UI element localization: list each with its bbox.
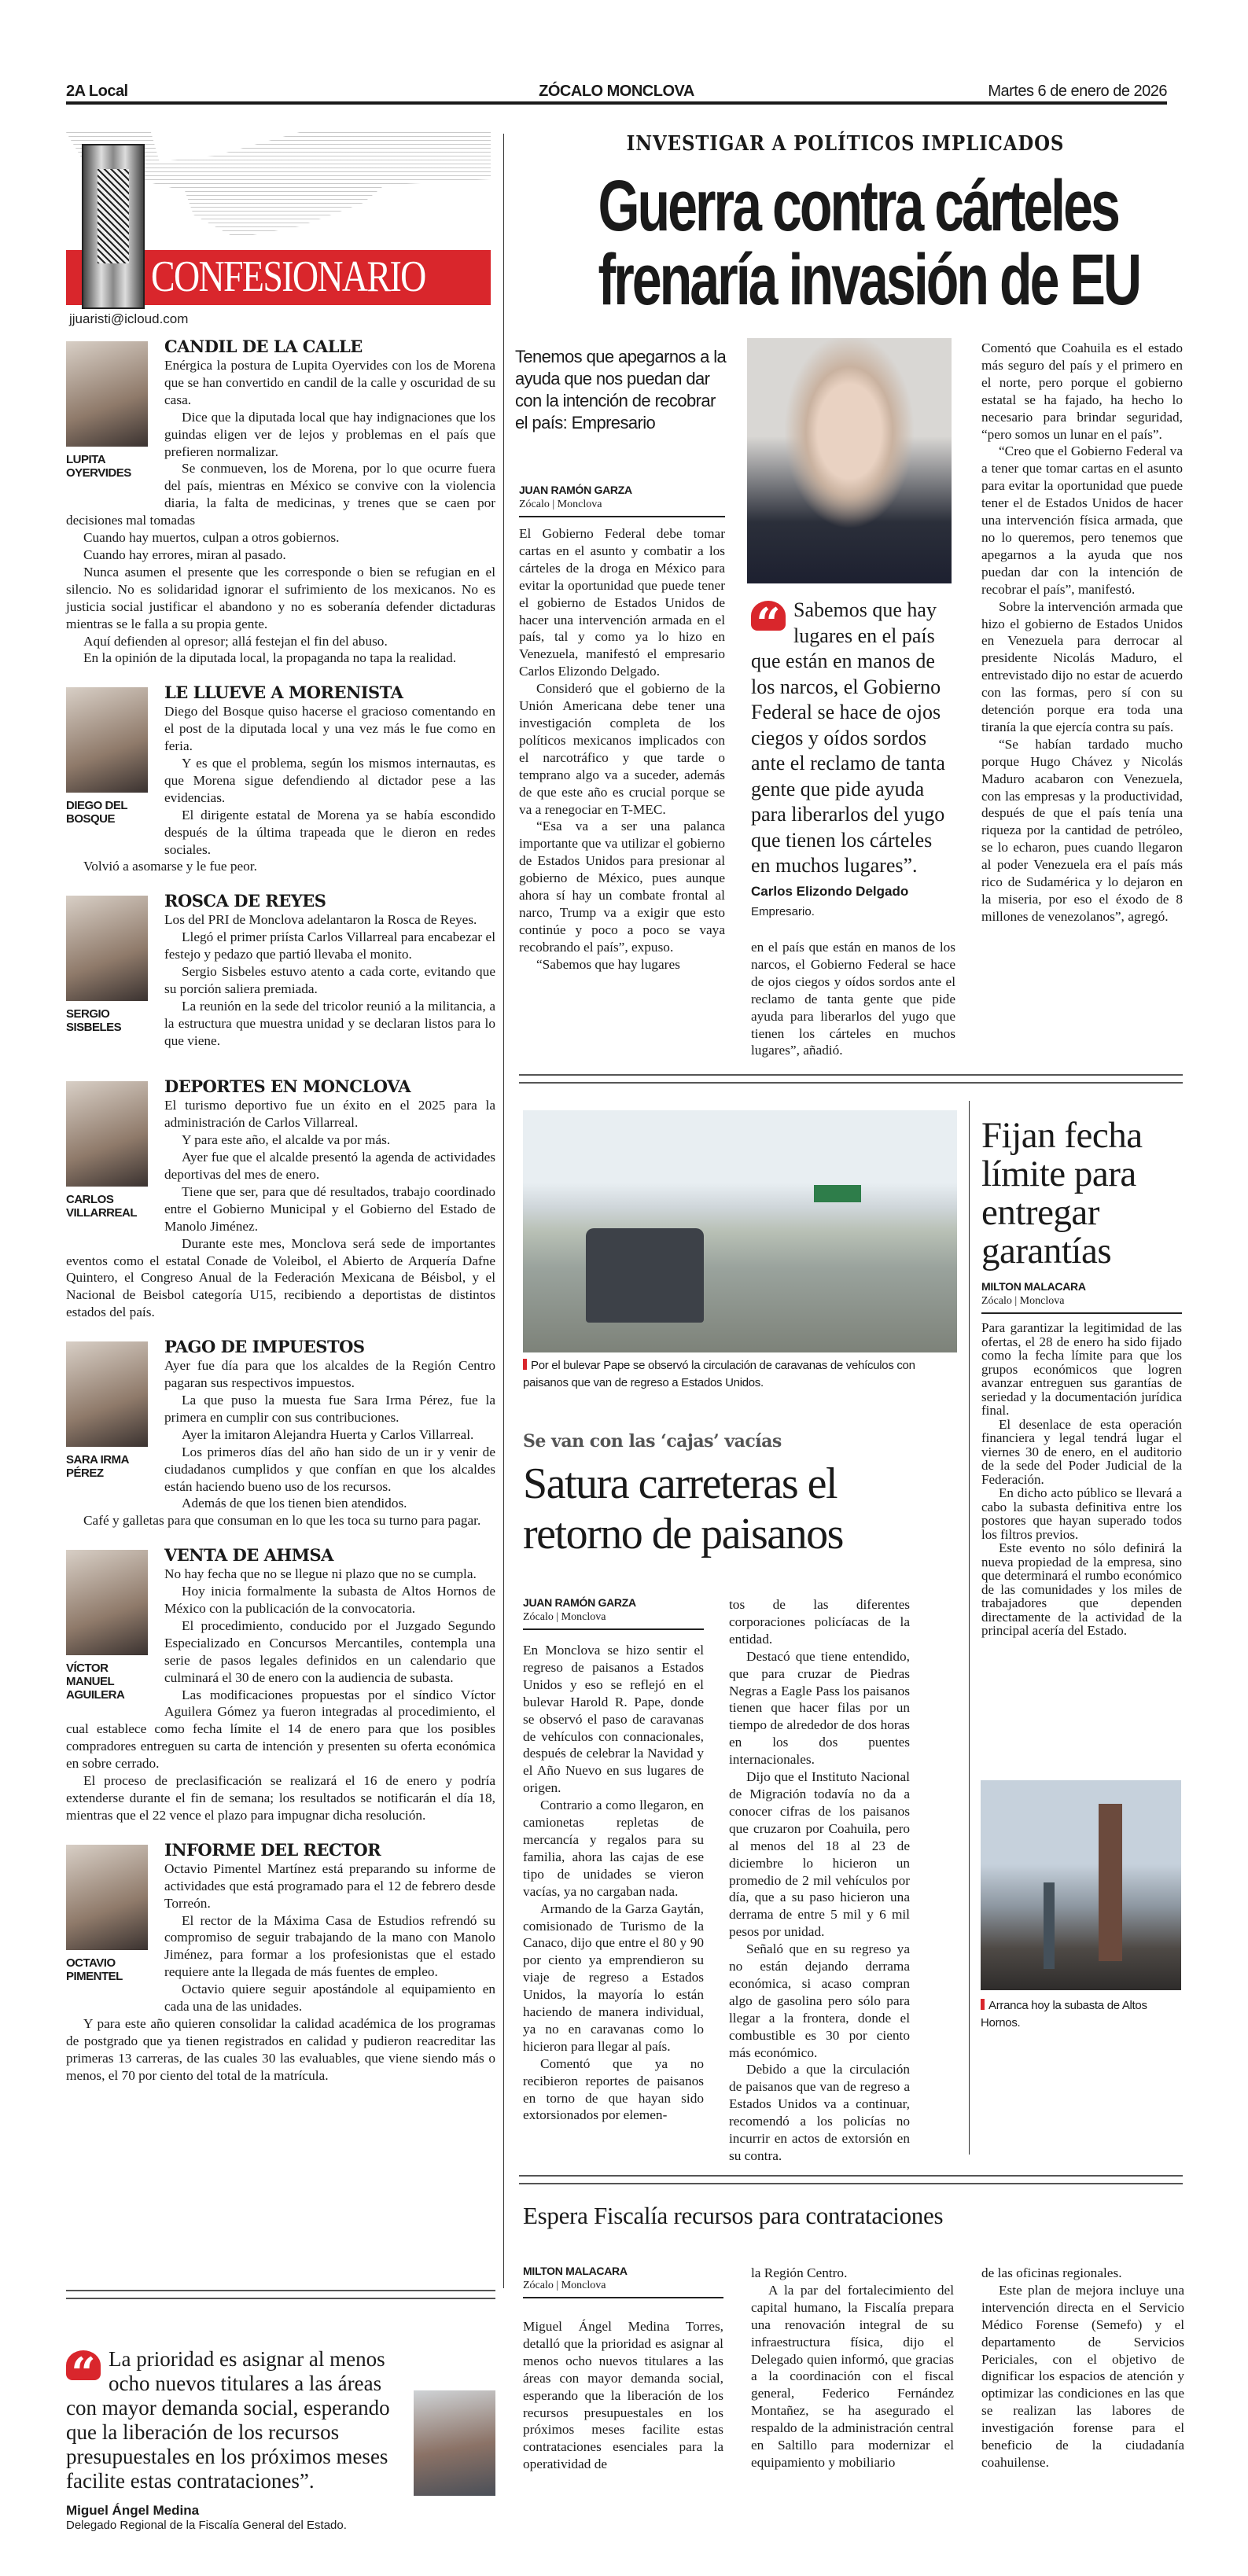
subject-name: OCTAVIO PIMENTEL [66, 1956, 123, 1983]
paragraph: Contrario a como llegaron, en camionetas repletas de mercancía y regalos para su familia, ahora las cajas de ese tipo de unidades se vieron vacías, ya no cargaban nada. [523, 1798, 704, 1899]
chimney-shape [1099, 1804, 1122, 1961]
issue-date: Martes 6 de enero de 2026 [988, 83, 1167, 100]
columnist-subject-photo [66, 1845, 148, 1950]
fiscalia-column-1 [523, 2318, 723, 2473]
paragraph: Hoy inicia formalmente la subasta de Altos Hornos de México con la publicación de la convocatoria. [164, 1584, 495, 1617]
divider [519, 1082, 1183, 1084]
paragraph: Ayer fue que el alcalde presentó la agenda de actividades deportivas del mes de enero. [164, 1150, 495, 1182]
pullquote-text: La prioridad es asignar al menos ocho nuevos titulares a las áreas con mayor demanda social, esperando que la liberación de los recursos presupuestales en los próximos meses facilite estas contrataciones”. [66, 2347, 390, 2493]
paragraph: La reunión en la sede del tricolor reunió a la militancia, a la estructura que muestra unidad y se declaran listos para lo que viene. [164, 998, 495, 1048]
paragraph: Además de que los tienen bien atendidos. [182, 1496, 407, 1511]
chimney-shape [1044, 1882, 1055, 1969]
paragraph: Este evento no sólo definirá la nueva propiedad de la empresa, sino que determinará el rumbo económico de las comunidades y los miles de trabajadores que dependen directamente de la actividad de la principal acería del Estado. [981, 1540, 1182, 1638]
caption-text: Arranca hoy la subasta de Altos Hornos. [981, 1999, 1147, 2030]
paragraph: Destacó que tiene entendido, que para cruzar de Piedras Negras a Eagle Pass los paisanos tienen que hacer filas por un tiempo de alrededor de dos horas en los dos puentes internacionales. [729, 1648, 910, 1768]
paragraph: El rector de la Máxima Casa de Estudios refrendó su compromiso de seguir trabajando de la mano con Manolo Jiménez, para formar a los profesionistas que el estado requiere ante la llegada de más fuentes de empleo. [164, 1912, 495, 1980]
caption-marker-icon [523, 1359, 527, 1370]
paragraph: tos de las diferentes corporaciones policíacas de la entidad. [729, 1597, 910, 1647]
confesionario-item [66, 1076, 495, 1321]
paragraph: El desenlace de esta operación financiera y legal tendrá lugar el viernes 30 de enero, en el auditorio de la sede del Poder Judicial de la Federación. [981, 1416, 1182, 1487]
item-title: DEPORTES EN MONCLOVA [164, 1076, 411, 1097]
main-middle-column [751, 598, 955, 1059]
main-column-1 [519, 525, 725, 973]
miguel-medina-photo [414, 2390, 495, 2496]
confesionario-item [66, 337, 495, 667]
main-column-2 [751, 939, 955, 1059]
paragraph: El Gobierno Federal debe tomar cartas en el asunto y combatir a los cárteles de la droga en México para evitar la oportunidad que puede tener el gobierno de Estados Unidos de hacer una intervención armada en el país, tal y como ya lo hizo en Venezuela, manifestó el empresario Carlos Elizondo Delgado. [519, 526, 725, 679]
paragraph: Octavio quiere seguir apostándole al equipamiento en cada una de las unidades. [164, 1982, 495, 2015]
paragraph: En la opinión de la diputada local, la propaganda no tapa la realidad. [83, 650, 457, 666]
columnist-subject-photo [66, 341, 148, 447]
columnist-subject-photo [66, 896, 148, 1001]
paragraph: “Se habían tardado mucho porque Hugo Chávez y Nicolás Maduro acabaron con Venezuela, con las empresas y la productividad, después de que el país tenía una riqueza por la cantidad de petróleo, se lo echaron, pues cuando llegaron al poder Venezuela era el país más rico de Sudamérica y lo dejaron en la miseria, por eso el éxodo de 8 millones de venezolanos”, agregó. [981, 736, 1183, 924]
paragraph: Durante este mes, Monclova será sede de importantes eventos como el estatal Conade de Voleibol, el Abierto de Arquería Dafne Quintero, el Congreso Anual de la Federación Mexicana de Béisbol, y el Nacional de Beisbol categoría U15, recibiendo a deportistas de distintos estados del país. [66, 1235, 495, 1320]
subject-name: DIEGO DEL BOSQUE [66, 799, 127, 826]
divider [66, 2298, 495, 2299]
paragraph: Dice que la diputada local que hay indignaciones que los guindas eligen ver de lejos y problemas en el país que prefieren normalizar. [164, 409, 495, 459]
item-title: VENTA DE AHMSA [164, 1545, 333, 1566]
paragraph: Señaló que en su regreso ya no están dejando derrama económica, si acaso compran algo de gasolina pero sólo para llegar a la frontera, donde el combustible es 30 por ciento más económico. [729, 1941, 910, 2060]
highway-photo [523, 1110, 957, 1352]
main-byline-block [519, 484, 725, 517]
item-title: ROSCA DE REYES [164, 891, 326, 911]
steel-photo-caption [981, 1997, 1181, 2032]
paisanos-dateline: Zócalo | Monclova [523, 1611, 704, 1630]
divider [519, 2175, 1183, 2177]
paragraph: Aquí defienden al opresor; allá festejan el fin del abuso. [83, 633, 388, 649]
paragraph: Armando de la Garza Gaytán, comisionado de Turismo de la Canaco, dijo que entre el 80 y 90 por ciento ya emprendieron su viaje de regreso a Estados Unidos, la mayoría lo están haciendo de manera individual, ya no en caravanas como lo hicieron para llegar al país. [523, 1901, 704, 2054]
main-kicker: INVESTIGAR A POLÍTICOS IMPLICADOS [626, 132, 1065, 156]
confesionario-item [66, 891, 495, 1061]
main-deck: Tenemos que apegarnos a la ayuda que nos puedan dar con la intención de recobrar el país: Empresario [515, 347, 727, 432]
paragraph: La que puso la muesta fue Sara Irma Pérez, fue la primera en cumplir con sus contribuciones. [164, 1392, 495, 1425]
garantias-body [981, 1321, 1182, 1638]
paragraph: El dirigente estatal de Morena ya se había escondido después de la última trapeada que le dieron en redes sociales. [164, 807, 495, 857]
fiscalia-headline: Espera Fiscalía recursos para contrataciones [523, 2202, 944, 2229]
subject-name: CARLOS VILLARREAL [66, 1193, 137, 1220]
paragraph: Comentó que Coahuila es el estado más seguro del país y el primero en el norte, pero porque el gobierno estatal se ha fajado, ha hecho lo necesario para brindar seguridad, “pero somos un lunar en el país”. [981, 340, 1183, 442]
divider [519, 2183, 1183, 2184]
caption-marker-icon [981, 1999, 985, 2010]
pullquote-role: Delegado Regional de la Fiscalía General del Estado. [66, 2519, 347, 2532]
paisanos-column-1 [523, 1642, 704, 2124]
main-byline: JUAN RAMÓN GARZA [519, 484, 632, 496]
paisanos-kicker: Se van con las ‘cajas’ vacías [523, 1431, 782, 1452]
paragraph: Ayer la imitaron Alejandra Huerta y Carlos Villarreal. [182, 1426, 474, 1442]
paragraph: “Esa va a ser una palanca importante que va utilizar el gobierno de Estados Unidos para presionar al gobierno de México, pues aunque ahora sí hay un combate frontal al narco, Trump va a exigir que esto continúe y poco a poco se vaya recobrando el país”, expuso. [519, 819, 725, 955]
column-divider [503, 134, 504, 2288]
section-label: 2A Local [66, 83, 128, 100]
subject-name: VÍCTOR MANUEL AGUILERA [66, 1662, 125, 1702]
paragraph: Este plan de mejora incluye una intervención directa en el Servicio Médico Forense (Semefo) y el departamento de Servicios Periciales, con el objetivo de dignificar los espacios de atención y optimizar las condiciones en las que se realizan las labores de investigación forense para el beneficio de la ciudadanía coahuilense. [981, 2282, 1184, 2470]
paisanos-headline: Satura carreteras el retorno de paisanos [523, 1459, 843, 1558]
confesionario-item [66, 1840, 495, 2085]
item-title: INFORME DEL RECTOR [164, 1839, 381, 1860]
divider [519, 1074, 1183, 1076]
truck-shape [586, 1228, 704, 1323]
paragraph: Volvió a asomarse y le fue peor. [83, 859, 257, 874]
paragraph: de las oficinas regionales. [981, 2265, 1122, 2280]
paragraph: Consideró que el gobierno de la Unión Americana debe tener una investigación completa de los políticos mexicanos implicados con el narcotráfico y que tarde o temprano algo va a suceder, además de que este año es crucial porque se va a renegociar en T-MEC. [519, 681, 725, 817]
confesionario-item [66, 683, 495, 875]
quote-mark-icon: “ [66, 2350, 101, 2380]
paisanos-byline-block [523, 1596, 704, 1630]
paragraph: Y para este año, el alcalde va por más. [182, 1132, 391, 1148]
paragraph: En dicho acto público se llevará a cabo la subasta definitiva entre los postores que hayan superado todos los filtros previos. [981, 1485, 1182, 1542]
garantias-headline: Fijan fecha límite para entregar garantías [981, 1115, 1143, 1271]
steel-plant-photo [981, 1780, 1181, 1990]
paragraph: Dijo que el Instituto Nacional de Migración todavía no da a conocer cifras de los paisanos que cruzaron por Coahuila, pero al menos del 18 al 23 de diciembre lo hicieron un promedio de 2 mil vehículos por día, que a su paso hicieron una derrama de entre 5 mil y 6 mil pesos por unidad. [729, 1769, 910, 1940]
paragraph: Se conmueven, los de Morena, por lo que ocurre fuera del país, mientras en México se convive con la violencia diaria, la falta de medicinas, y trenes que se caen por decisiones mal tomadas [66, 461, 495, 528]
paragraph: Los primeros días del año han sido de un ir y venir de ciudadanos cumplidos y que confían en que los alcaldes están haciendo bueno uso de los recursos. [164, 1444, 495, 1494]
paragraph: Cuando hay errores, miran al pasado. [83, 546, 286, 562]
main-dateline: Zócalo | Monclova [519, 499, 725, 517]
column-email[interactable]: jjuaristi@icloud.com [69, 311, 189, 326]
confesionario-item [66, 1337, 495, 1529]
fiscalia-byline-block [523, 2265, 723, 2298]
main-pullquote-role: Empresario. [751, 904, 815, 918]
columnist-subject-photo [66, 1550, 148, 1655]
quote-mark-icon: “ [751, 601, 786, 631]
fiscalia-column-3 [981, 2265, 1184, 2471]
paragraph: Octavio Pimentel Martínez está preparando su informe de actividades que está programado para el 12 de febrero desde Torreón. [164, 1860, 495, 1911]
logo-word: CONFESIONARIO [151, 252, 425, 301]
paragraph: Miguel Ángel Medina Torres, detalló que la prioridad es asignar al menos ocho nuevos titulares a las áreas con mayor demanda social, esperando que la liberación de los recursos presupuestales en los próximos meses facilite estas contrataciones esenciales para la operatividad de [523, 2319, 723, 2472]
garantias-byline-block [981, 1280, 1182, 1314]
paisanos-byline: JUAN RAMÓN GARZA [523, 1596, 636, 1609]
columnist-subject-photo [66, 687, 148, 793]
paragraph: A la par del fortalecimiento del capital humano, la Fiscalía prepara una renovación integral de su infraestructura física, dijo el Delegado quien informó, que gracias a la coordinación con el fiscal general, Federico Fernández Montañez, se ha asegurado el respaldo de la administración central en Saltillo para modernizar el equipamiento y mobiliario [751, 2282, 954, 2470]
columnist-subject-photo [66, 1341, 148, 1447]
paragraph: No hay fecha que no se llegue ni plazo que no se cumpla. [164, 1566, 477, 1582]
columnist-subject-photo [66, 1081, 148, 1187]
item-title: CANDIL DE LA CALLE [164, 337, 363, 356]
fiscalia-byline: MILTON MALACARA [523, 2265, 628, 2277]
paragraph: “Creo que el Gobierno Federal va a tener que tomar cartas en el asunto para evitar la oportunidad que puede tener el de Estados Unidos de hacer una intervención física armada, que no lo queremos, pero tenemos que apegarnos a la ayuda que nos puedan dar con la intención de recobrar el país”, manifestó. [981, 443, 1183, 597]
folio-bar [66, 81, 1167, 105]
pullquote-name: Miguel Ángel Medina [66, 2503, 200, 2518]
tower-icon [82, 144, 145, 309]
paragraph: “Sabemos que hay lugares [536, 956, 680, 972]
item-title: LE LLUEVE A MORENISTA [164, 683, 403, 703]
paragraph: la Región Centro. [751, 2265, 848, 2280]
main-pullquote-name: Carlos Elizondo Delgado [751, 883, 909, 899]
fiscalia-column-2 [751, 2265, 954, 2471]
paragraph: Y es que el problema, según los mismos internautas, es que Morena sigue defendiendo al dictador pese a las evidencias. [164, 756, 495, 805]
paragraph: Para garantizar la legitimidad de las ofertas, el 28 de enero ha sido fijado como la fecha límite para que los grupos económicos que logren avanzar entreguen sus garantías de seriedad y la documentación jurídica final. [981, 1320, 1182, 1418]
confesionario-logo [66, 132, 491, 309]
carlos-elizondo-photo [747, 338, 952, 583]
paragraph: Comentó que ya no recibieron reportes de paisanos en torno de que hayan sido extorsionados por elemen- [523, 2055, 704, 2123]
divider [66, 2290, 495, 2291]
paragraph: Café y galletas para que consuman en lo que les toca su turno para pagar. [83, 1513, 481, 1529]
paragraph: Las modificaciones propuestas por el síndico Víctor Aguilera Gómez ya fueron integradas al procedimiento, el cual establece como fecha límite el 14 de enero para que los posibles compradores entreguen su carta de intención y presenten su oferta económica en sobre cerrado. [66, 1687, 495, 1772]
paragraph: Los del PRI de Monclova adelantaron la Rosca de Reyes. [164, 912, 477, 928]
paragraph: En Monclova se hizo sentir el regreso de paisanos a Estados Unidos y eso se reflejó en el bulevar Harold R. Pape, donde se observó el paso de caravanas de vehículos con connacionales, después de celebrar la Navidad y el Año Nuevo en sus lugares de origen. [523, 1643, 704, 1796]
paisanos-column-2 [729, 1596, 910, 2165]
paragraph: Nunca asumen el presente que les corresponde o bien se refugian en el silencio. No es solidaridad ignorar el sufrimiento de los mexicanos. No es justicia social justificar el abandono y no es soberanía defender dictaduras mientras se le falla a su propia gente. [66, 564, 495, 631]
paragraph: Cuando hay muertos, culpan a otros gobiernos. [83, 530, 340, 546]
column-divider [969, 1101, 970, 2155]
subject-name: LUPITA OYERVIDES [66, 453, 131, 480]
road-sign-shape [814, 1185, 861, 1202]
paragraph: El proceso de preclasificación se realizará el 16 de enero y podría extenderse durante el fin de semana; los resultados se notificarán el día 18, mientras que el 22 vence el plazo para impugnar dicha resolución. [66, 1773, 495, 1823]
paragraph: Sobre la intervención armada que hizo el gobierno de Estados Unidos en Venezuela para derrocar al presidente Nicolás Maduro, el entrevistado dijo no estar de acuerdo con las formas, pero sí con su detención porque era toda una tiranía la que ejercía contra su país. [981, 598, 1183, 734]
newspaper-name: ZÓCALO MONCLOVA [539, 83, 694, 100]
paragraph: Diego del Bosque quiso hacerse el gracioso comentando en el post de la diputada local y una vez más le fue como en feria. [164, 704, 495, 754]
paragraph: Enérgica la postura de Lupita Oyervides con los de Morena que se han convertido en candil de la calle y oscuridad de su casa. [164, 358, 495, 407]
paragraph: El turismo deportivo fue un éxito en el 2025 para la administración de Carlos Villarreal. [164, 1098, 495, 1131]
main-headline-line-1: Guerra contra cárteles [598, 166, 1118, 246]
main-column-3 [981, 340, 1183, 926]
garantias-dateline: Zócalo | Monclova [981, 1295, 1182, 1314]
main-headline [598, 166, 1140, 320]
paragraph: Sergio Sisbeles estuvo atento a cada corte, evitando que su porción saliera premiada. [164, 964, 495, 996]
paragraph: en el país que están en manos de los narcos, el Gobierno Federal se hace de ojos ciegos y oídos sordos ante el reclamo de tanta gente que pide ayuda para liberarlos del yugo que tienen los cárteles en muchos lugares”, añadió. [751, 940, 955, 1058]
garantias-byline: MILTON MALACARA [981, 1280, 1086, 1293]
main-pullquote-text: Sabemos que hay lugares en el país que están en manos de los narcos, el Gobierno Federal se hace de ojos ciegos y oídos sordos ante el reclamo de tanta gente que pide ayuda para liberarlos del yugo que tienen los cárteles en muchos lugares”. [751, 598, 945, 877]
paragraph: El procedimiento, conducido por el Juzgado Segundo Especializado en Concursos Mercantiles, contempla una serie de pasos legales definidos en un calendario que culminará el 30 de enero con la audiencia de subasta. [164, 1617, 495, 1685]
confesionario-items [66, 337, 495, 2100]
paragraph: Ayer fue día para que los alcaldes de la Región Centro pagaran sus respectivos impuestos. [164, 1358, 495, 1391]
main-pullquote [751, 598, 955, 925]
paragraph: Debido a que la circulación de paisanos que van de regreso a Estados Unidos va a continuar, recomendó a los policías no incurrir en actos de extorsión en su contra. [729, 2062, 910, 2163]
item-title: PAGO DE IMPUESTOS [164, 1337, 365, 1357]
subject-name: SARA IRMA PÉREZ [66, 1453, 129, 1481]
subject-name: SERGIO SISBELES [66, 1007, 122, 1035]
paragraph: Y para este año quieren consolidar la calidad académica de los programas de postgrado que ya tienen registrados en calidad y pudieron reacreditar las primeras 13 carreras, de las cuales 30 las evaluables, que viene siendo más o menos, el 70 por ciento del total de la matrícula. [66, 2015, 495, 2083]
main-headline-line-2: frenaría invasión de EU [598, 240, 1140, 320]
paragraph: Tiene que ser, para que dé resultados, trabajo coordinado entre el Gobierno Municipal y el Gobierno del Estado de Manolo Jiménez. [164, 1183, 495, 1234]
confesionario-item [66, 1545, 495, 1824]
paragraph: Llegó el primer priísta Carlos Villarreal para encabezar el festejo y pedazo que partió llevaba el monito. [164, 929, 495, 962]
caption-text: Por el bulevar Pape se observó la circulación de caravanas de vehículos con paisanos que van de regreso a Estados Unidos. [523, 1359, 915, 1389]
fiscalia-dateline: Zócalo | Monclova [523, 2280, 723, 2298]
highway-photo-caption [523, 1357, 957, 1392]
